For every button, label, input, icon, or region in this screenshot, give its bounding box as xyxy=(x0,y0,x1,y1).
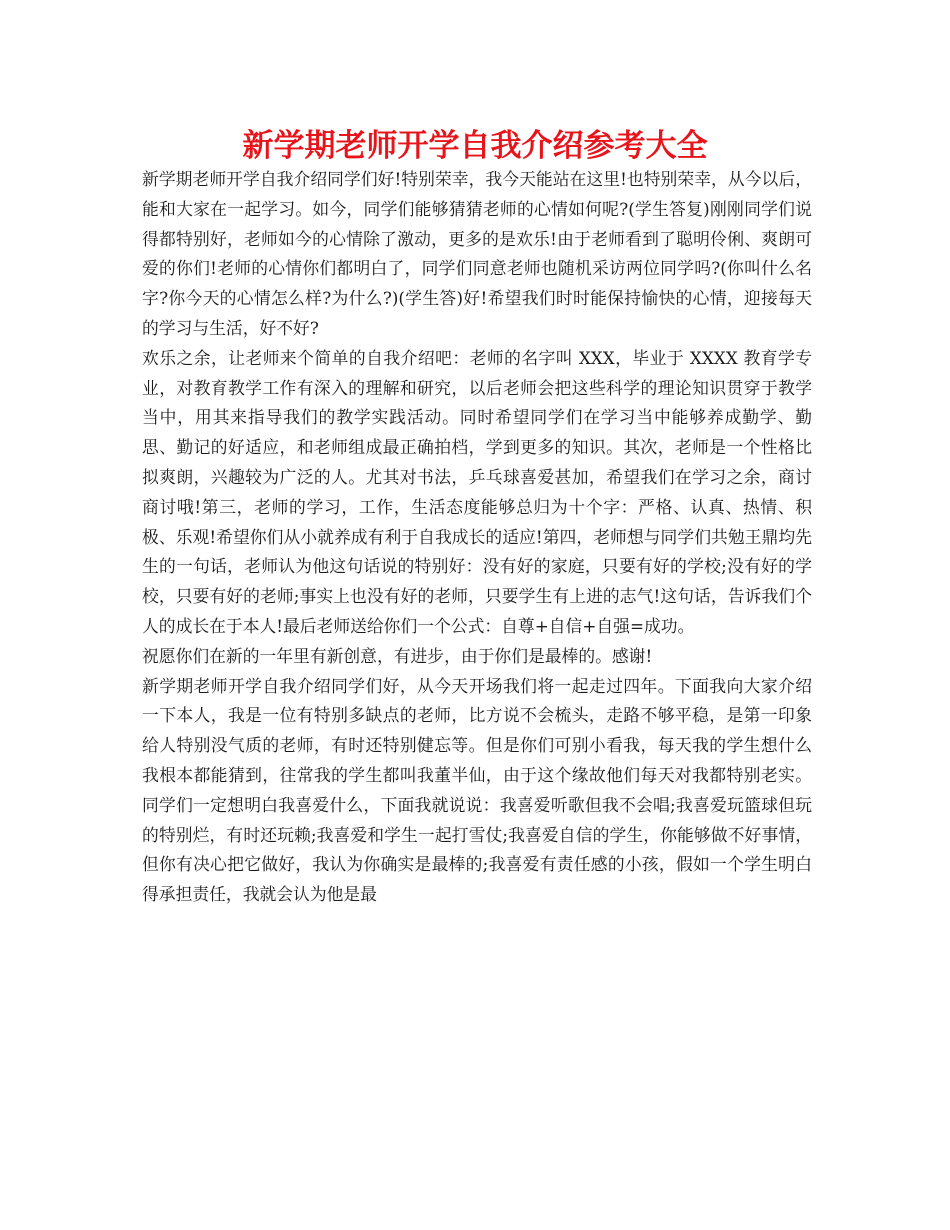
paragraph: 祝愿你们在新的一年里有新创意，有进步，由于你们是最棒的。感谢! xyxy=(142,645,653,666)
paragraph: 欢乐之余，让老师来个简单的自我介绍吧：老师的名字叫 XXX，毕业于 XXXX 教育学专业，对教育教学工作有深入的理解和研究，以后老师会把这些科学的理论知识贯穿于教学当中，用其来指导我们的教学实践活动。同时希望同学们在学习当中能够养成勤学、勤思、勤记的好适应，和老师组成最正确拍档，学到更多的知识。其次，老师是一个性格比拟爽朗，兴趣较为广泛的人。尤其对书法，乒乓球喜爱甚加，希望我们在学习之余，商讨商讨哦!第三，老师的学习，工作，生活态度能够总归为十个字：严格、认真、热情、积极、乐观!希望你们从小就养成有利于自我成长的适应!第四，老师想与同学们共勉王鼎均先生的一句话，老师认为他这句话说的特别好：没有好的家庭，只要有好的学校;没有好的学校，只要有好的老师;事实上也没有好的老师，只要学生有上进的志气!这句话，告诉我们个人的成长在于本人!最后老师送给你们一个公式：自尊+自信+自强=成功。 xyxy=(142,347,812,636)
document-title: 新学期老师开学自我介绍参考大全 xyxy=(242,128,708,164)
paragraph: 新学期老师开学自我介绍同学们好，从今天开场我们将一起走过四年。下面我向大家介绍一下本人，我是一位有特别多缺点的老师，比方说不会梳头，走路不够平稳，是第一印象给人特别没气质的老师，有时还特别健忘等。但是你们可别小看我，每天我的学生想什么我根本都能猜到，往常我的学生都叫我董半仙，由于这个缘故他们每天对我都特别老实。同学们一定想明白我喜爱什么，下面我就说说：我喜爱听歌但我不会唱;我喜爱玩篮球但玩的特别烂，有时还玩赖;我喜爱和学生一起打雪仗;我喜爱自信的学生，你能够做不好事情，但你有决心把它做好，我认为你确实是最棒的;我喜爱有责任感的小孩，假如一个学生明白得承担责任，我就会认为他是最 xyxy=(142,675,812,905)
document-body xyxy=(142,165,812,910)
paragraph: 新学期老师开学自我介绍同学们好!特别荣幸，我今天能站在这里!也特别荣幸，从今以后，能和大家在一起学习。如今，同学们能够猜猜老师的心情如何呢?(学生答复)刚刚同学们说得都特别好，老师如今的心情除了激动，更多的是欢乐!由于老师看到了聪明伶俐、爽朗可爱的你们!老师的心情你们都明白了，同学们同意老师也随机采访两位同学吗?(你叫什么名字?你今天的心情怎么样?为什么?)(学生答)好!希望我们时时能保持愉快的心情，迎接每天的学习与生活，好不好? xyxy=(142,169,812,338)
